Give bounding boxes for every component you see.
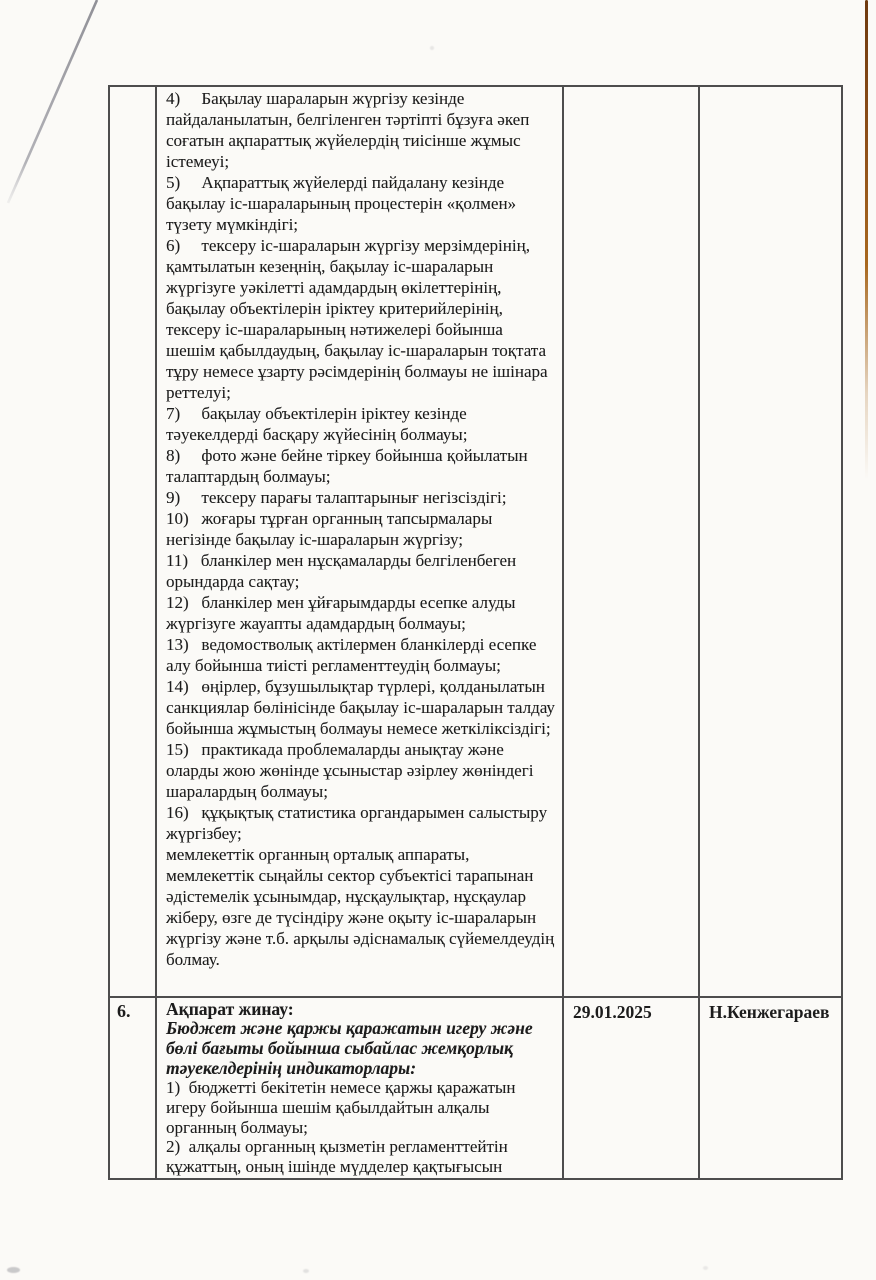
indicator-list (166, 88, 556, 970)
indicator-item: 1) бюджетті бекітетін немесе қаржы қаражатын игеру бойынша шешім қабылдайтын алқалы органның болмауы; (166, 1078, 516, 1137)
scan-edge-line-artifact (865, 0, 868, 480)
indicator-item: 10) жоғары тұрған органның тапсырмалары негізінде бақылау іс-шараларын жүргізу; (166, 509, 493, 549)
section-subheading: Бюджет және қаржы қаражатын игеру және бөлі бағыты бойынша сыбайлас жемқорлық тәуекелдерінің индикаторлары: (166, 1018, 533, 1078)
scan-speck-artifact (703, 1266, 708, 1270)
table-row-continuation (109, 86, 842, 997)
indicator-item: 12) бланкілер мен ұйғарымдарды есепке алуды жүргізуге жауапты адамдардың болмауы; (166, 593, 516, 633)
indicator-list (166, 1078, 556, 1176)
indicator-item: 13) ведомостволық актілермен бланкілерді есепке алу бойынша тиісті регламенттеудің болмауы; (166, 635, 537, 675)
row-date-cell: 29.01.2025 (563, 997, 699, 1179)
indicator-item: 11) бланкілер мен нұсқамаларды белгіленбеген орындарда сақтау; (166, 551, 517, 591)
row-executor-cell (699, 86, 842, 997)
indicator-item: 8) фото және бейне тіркеу бойынша қойылатын талаптардың болмауы; (166, 446, 528, 486)
indicator-item: 2) алқалы органның қызметін регламенттейтін құжаттың, оның ішінде мүдделер қақтығысын (166, 1137, 508, 1176)
indicator-item: 7) бақылау объектілерін іріктеу кезінде тәуекелдерді басқару жүйесінің болмауы; (166, 404, 468, 444)
indicator-item: 15) практикада проблемаларды анықтау және оларды жою жөнінде ұсыныстар әзірлеу жөніндегі шаралардың болмауы; (166, 740, 534, 801)
indicator-item: мемлекеттік органның орталық аппараты, мемлекеттік сыңайлы сектор субъектісі тарапынан әдістемелік ұсынымдар, нұсқаулықтар, нұсқаулар жіберу, өзге де түсіндіру және оқыту іс-шараларын жүргізу және т.б. арқылы әдіснамалық сүйемелдеудің болмау. (166, 845, 555, 969)
indicator-item: 5) Ақпараттық жүйелерді пайдалану кезінде бақылау іс-шараларының процестерін «қолмен» түзету мүмкіндігі; (166, 173, 517, 234)
row-executor-cell: Н.Кенжегараев (699, 997, 842, 1179)
row-number-cell: 6. (109, 997, 156, 1179)
scan-speck-artifact (303, 1269, 309, 1273)
row-content-cell (156, 86, 563, 997)
section-heading: Ақпарат жинау: (166, 999, 294, 1019)
table-row-6 (109, 997, 842, 1179)
row-date-cell (563, 86, 699, 997)
scan-speck-artifact (430, 46, 434, 50)
scan-speck-artifact (7, 1267, 20, 1273)
indicator-item: 6) тексеру іс-шараларын жүргізу мерзімдерінің, қамтылатын кезеңнің, бақылау іс-шараларын жүргізуге уәкілетті адамдардың өкілеттерінің, бақылау объектілерін іріктеу критерийлерінің, тексеру іс-шараларының нәтижелері бойынша шешім қабылдаудың, бақылау іс-шараларын тоқтата тұру немесе ұзарту рәсімдерінің болмауы не ішінара реттелуі; (166, 236, 548, 402)
indicator-item: 9) тексеру парағы талаптарынығ негізсіздігі; (166, 488, 507, 507)
indicator-item: 14) өңірлер, бұзушылықтар түрлері, қолданылатын санкциялар бөлінісінде бақылау іс-шараларын талдау бойынша жұмыстың болмауы немесе жеткіліксіздігі; (166, 677, 555, 738)
indicator-item: 16) құқықтық статистика органдарымен салыстыру жүргізбеу; (166, 803, 548, 843)
row-number-cell (109, 86, 156, 997)
risk-register-table (108, 85, 843, 1180)
indicator-item: 4) Бақылау шараларын жүргізу кезінде пайдаланылатын, белгіленген тәртіпті бұзуға әкеп соғатын ақпараттық жүйелердің тиісінше жұмыс істемеуі; (166, 89, 530, 171)
row-content-cell (156, 997, 563, 1179)
